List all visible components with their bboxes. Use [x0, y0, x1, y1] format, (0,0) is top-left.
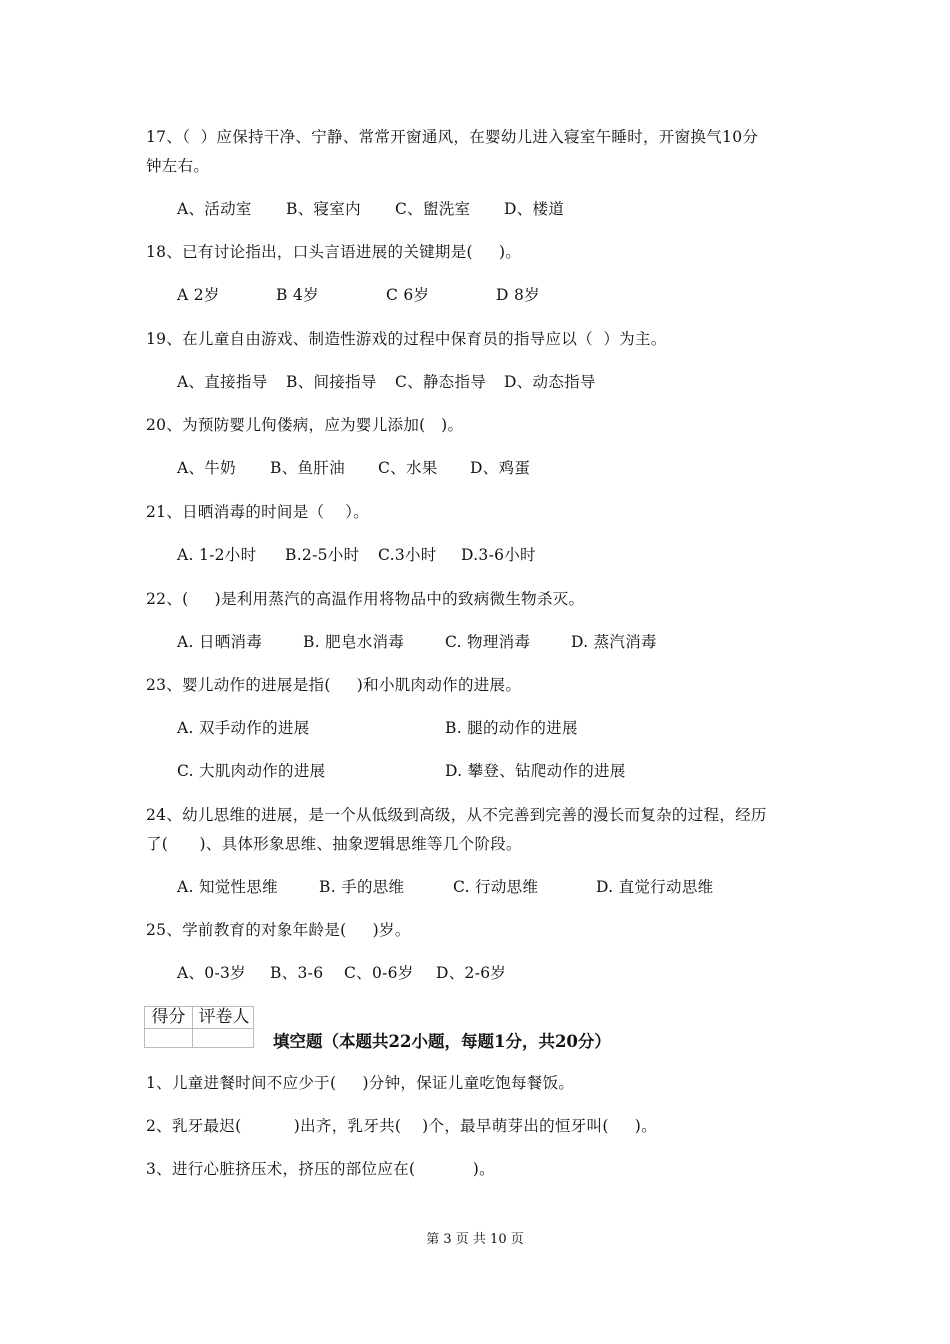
fill-question-1: 1、儿童进餐时间不应少于( )分钟，保证儿童吃饱每餐饭。	[146, 1074, 575, 1092]
q23-option-a: A. 双手动作的进展	[177, 719, 310, 737]
question-24-line2: 了( )、具体形象思维、抽象逻辑思维等几个阶段。	[146, 835, 522, 853]
question-22: 22、( )是利用蒸汽的高温作用将物品中的致病微生物杀灭。	[146, 590, 585, 608]
q20-option-b: B、鱼肝油	[270, 459, 345, 477]
page-footer: 第 3 页 共 10 页	[426, 1232, 524, 1247]
q17-option-a: A、活动室	[177, 200, 252, 218]
q23-option-d: D. 攀登、钻爬动作的进展	[445, 762, 626, 780]
score-value-cell	[145, 1028, 193, 1048]
question-19: 19、在儿童自由游戏、制造性游戏的过程中保育员的指导应以（ ）为主。	[146, 330, 667, 348]
q24-option-a: A. 知觉性思维	[177, 878, 278, 896]
question-21: 21、日晒消毒的时间是（ ）。	[146, 503, 370, 521]
q19-option-a: A、直接指导	[177, 373, 268, 391]
q20-option-a: A、牛奶	[177, 459, 236, 477]
question-17-line2: 钟左右。	[146, 157, 210, 175]
q20-option-d: D、鸡蛋	[470, 459, 531, 477]
q18-option-b: B 4岁	[276, 286, 319, 304]
q25-option-d: D、2-6岁	[436, 964, 507, 982]
q24-option-c: C. 行动思维	[453, 878, 539, 896]
q25-option-c: C、0-6岁	[344, 964, 414, 982]
q21-option-b: B.2-5小时	[285, 546, 360, 564]
q21-option-d: D.3-6小时	[461, 546, 536, 564]
question-20: 20、为预防婴儿佝偻病，应为婴儿添加( )。	[146, 416, 464, 434]
q17-option-b: B、寝室内	[286, 200, 361, 218]
question-23: 23、婴儿动作的进展是指( )和小肌肉动作的进展。	[146, 676, 522, 694]
score-box	[144, 1006, 254, 1048]
fill-question-2: 2、乳牙最迟( )出齐，乳牙共( )个，最早萌芽出的恒牙叫( )。	[146, 1117, 657, 1135]
q17-option-d: D、楼道	[504, 200, 565, 218]
q20-option-c: C、水果	[378, 459, 438, 477]
q18-option-c: C 6岁	[386, 286, 430, 304]
q25-option-a: A、0-3岁	[177, 964, 246, 982]
q25-option-b: B、3-6	[270, 964, 324, 982]
q17-option-c: C、盥洗室	[395, 200, 471, 218]
q22-option-b: B. 肥皂水消毒	[303, 633, 405, 651]
q18-option-d: D 8岁	[496, 286, 540, 304]
fill-question-3: 3、进行心脏挤压术，挤压的部位应在( )。	[146, 1160, 495, 1178]
question-18: 18、已有讨论指出，口头言语进展的关键期是( )。	[146, 243, 522, 261]
q23-option-b: B. 腿的动作的进展	[445, 719, 578, 737]
q21-option-a: A. 1-2小时	[177, 546, 257, 564]
section-title: 填空题（本题共22小题，每题1分，共20分）	[273, 1032, 611, 1051]
q22-option-d: D. 蒸汽消毒	[571, 633, 657, 651]
q19-option-c: C、静态指导	[395, 373, 487, 391]
q21-option-c: C.3小时	[378, 546, 437, 564]
question-25: 25、学前教育的对象年龄是( )岁。	[146, 921, 411, 939]
q22-option-c: C. 物理消毒	[445, 633, 531, 651]
q19-option-b: B、间接指导	[286, 373, 377, 391]
reviewer-label: 评卷人	[198, 1007, 250, 1027]
question-17-line1: 17、（ ）应保持干净、宁静、常常开窗通风，在婴幼儿进入寝室午睡时，开窗换气10分	[146, 128, 759, 146]
q24-option-d: D. 直觉行动思维	[596, 878, 714, 896]
q19-option-d: D、动态指导	[504, 373, 596, 391]
q23-option-c: C. 大肌肉动作的进展	[177, 762, 326, 780]
question-24-line1: 24、幼儿思维的进展，是一个从低级到高级，从不完善到完善的漫长而复杂的过程，经历	[146, 806, 767, 824]
q18-option-a: A 2岁	[177, 286, 220, 304]
q24-option-b: B. 手的思维	[319, 878, 405, 896]
q22-option-a: A. 日晒消毒	[177, 633, 263, 651]
score-label: 得分	[145, 1007, 193, 1028]
